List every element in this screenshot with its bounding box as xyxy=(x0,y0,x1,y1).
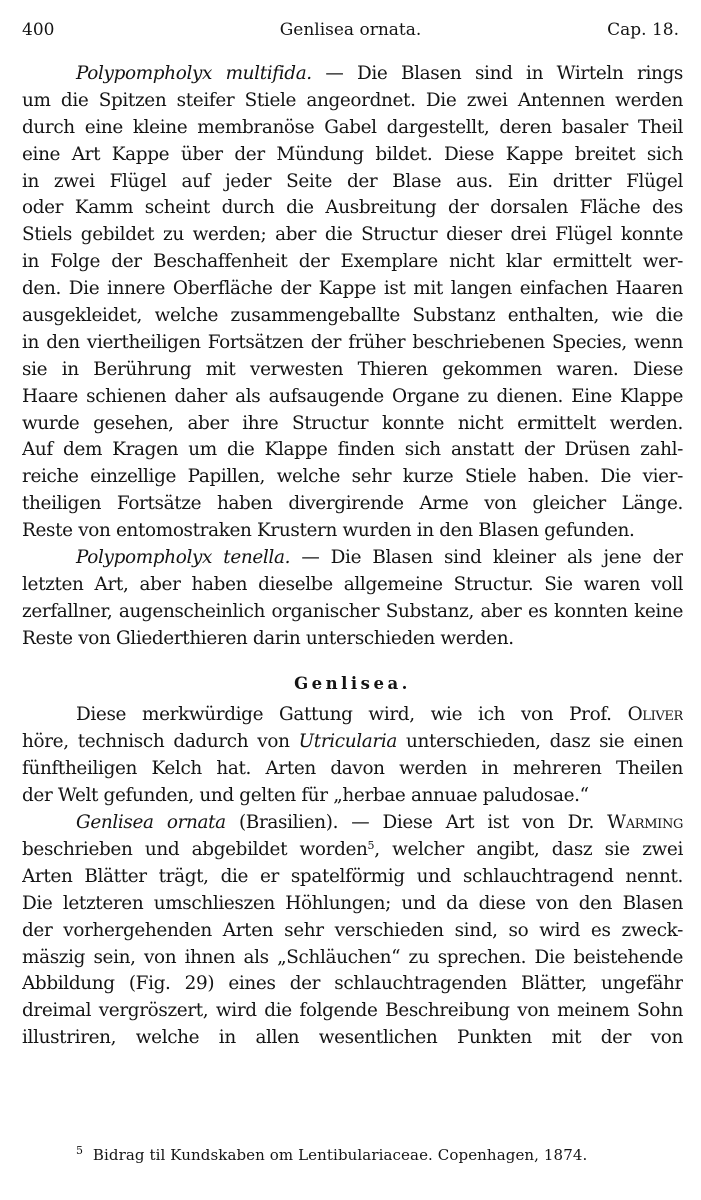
text-line: Auf dem Kragen um die Klappe finden sich anstatt der Drüsen zahl- xyxy=(22,439,683,461)
footnote-reference[interactable]: 5 xyxy=(367,838,375,852)
page-number: 400 xyxy=(22,20,55,40)
text-line: sie in Berührung mit verwesten Thieren gekommen waren. Diese xyxy=(22,358,683,380)
text-line: beschrieben und abgebildet worden$^5$, welcher angibt, dasz sie zwei xyxy=(22,838,683,860)
text-line: eine Art Kappe über der Mündung bildet. Diese Kappe breitet sich xyxy=(22,143,683,165)
text-line: illustriren, welche in allen wesentlichen Punkten mit der von xyxy=(22,1027,683,1049)
text-line: fünftheiligen Kelch hat. Arten davon werden in mehreren Theilen xyxy=(22,758,683,780)
text-line: durch eine kleine membranöse Gabel dargestellt, deren basaler Theil xyxy=(22,116,683,138)
text-line: letzten Art, aber haben dieselbe allgemeine Structur. Sie waren voll xyxy=(22,573,683,595)
paragraph-genlisea xyxy=(22,702,683,810)
footnote xyxy=(76,1146,587,1164)
text-line: höre, technisch dadurch von Utricularia unterschieden, dasz sie einen xyxy=(22,731,683,753)
text-line: Diese merkwürdige Gattung wird, wie ich von Prof. Oliver xyxy=(76,704,683,726)
paragraph-genlisea-ornata xyxy=(22,810,683,1052)
paragraphs-polypompholyx xyxy=(22,61,683,653)
text-line: der Welt gefunden, und gelten für „herbae annuae paludosae.“ xyxy=(22,785,589,807)
text-line: Stiels gebildet zu werden; aber die Structur dieser drei Flügel konnte xyxy=(22,224,683,246)
text-line: in Folge der Beschaffenheit der Exemplare nicht klar ermittelt wer- xyxy=(22,251,683,273)
text-line: mäszig sein, von ihnen als „Schläuchen“ zu sprechen. Die beistehende xyxy=(22,946,683,968)
text-line: in den viertheiligen Fortsätzen der früher beschriebenen Species, wenn xyxy=(22,331,683,353)
genus-name: Utricularia xyxy=(298,731,397,753)
text-line: zerfallner, augenscheinlich organischer Substanz, aber es konnten keine xyxy=(22,600,683,622)
text-line: Polypompholyx tenella. — Die Blasen sind kleiner als jene der xyxy=(76,547,683,569)
species-name: Polypompholyx tenella. xyxy=(76,547,291,569)
footnote-text: Bidrag til Kundskaben om Lentibulariaceae. Copenhagen, 1874. xyxy=(92,1146,588,1164)
footnote-mark: 5 xyxy=(76,1144,84,1157)
text-line: den. Die innere Oberfläche der Kappe ist mit langen einfachen Haaren xyxy=(22,278,683,300)
text-line: dreimal vergröszert, wird die folgende Beschreibung von meinem Sohn xyxy=(22,1000,683,1022)
running-title: Genlisea ornata. xyxy=(279,20,422,40)
text-line: Polypompholyx multifida. — Die Blasen sind in Wirteln rings xyxy=(76,63,683,84)
text-line: Reste von entomostraken Krustern wurden in den Blasen gefunden. xyxy=(22,520,635,542)
text-line: reiche einzellige Papillen, welche sehr kurze Stiele haben. Die vier- xyxy=(22,466,683,488)
author-name: Oliver xyxy=(627,704,683,726)
running-header xyxy=(22,20,679,48)
text-line: Haare schienen daher als aufsaugende Organe zu dienen. Eine Klappe xyxy=(22,385,683,407)
text-line: Reste von Gliederthieren darin unterschieden werden. xyxy=(22,627,514,649)
body-text xyxy=(22,61,683,1052)
text-line: theiligen Fortsätze haben divergirende Arme von gleicher Länge. xyxy=(22,493,683,515)
chapter-label: Cap. 18. xyxy=(607,20,679,40)
species-name: Polypompholyx multifida. xyxy=(76,63,312,84)
text-line: Die letzteren umschlieszen Höhlungen; und da diese von den Blasen xyxy=(22,892,683,914)
author-name: Warming xyxy=(607,812,683,834)
text-line: oder Kamm scheint durch die Ausbreitung der dorsalen Fläche des xyxy=(22,197,683,219)
text-line: wurde gesehen, aber ihre Structur konnte nicht ermittelt werden. xyxy=(22,412,683,434)
text-line: Genlisea ornata (Brasilien). — Diese Art ist von Dr. Warming xyxy=(76,812,683,834)
text-line: ausgekleidet, welche zusammengeballte Substanz enthalten, wie die xyxy=(22,305,683,327)
text-line: Arten Blätter trägt, die er spatelförmig und schlauchtragend nennt. xyxy=(22,865,683,887)
text-line: um die Spitzen steifer Stiele angeordnet. Die zwei Antennen werden xyxy=(22,89,683,111)
text-line: der vorhergehenden Arten sehr verschieden sind, so wird es zweck- xyxy=(22,919,683,941)
text-line: in zwei Flügel auf jeder Seite der Blase aus. Ein dritter Flügel xyxy=(22,170,683,192)
species-name: Genlisea ornata xyxy=(76,812,226,834)
section-heading: Genlisea. xyxy=(294,673,411,693)
text-line: Abbildung (Fig. 29) eines der schlauchtragenden Blätter, ungefähr xyxy=(22,973,683,995)
